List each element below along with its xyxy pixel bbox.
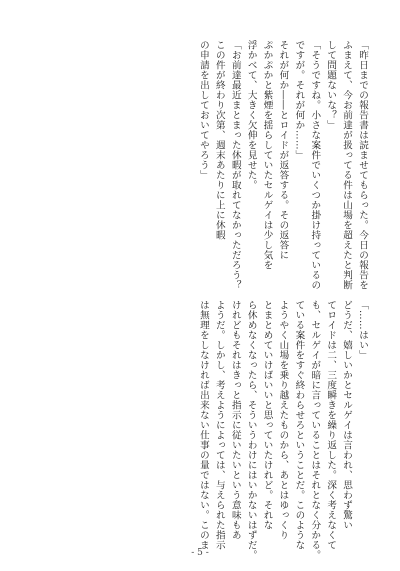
page-number: - 5 - xyxy=(191,548,209,558)
text-line: ふまえて、今お前達が扱ってる件は山場を超えたと判断 xyxy=(341,40,353,290)
text-line: 浮かべて、大きく欠伸を見せた。 xyxy=(245,40,257,190)
text-line: どうだ、嬉しいかとセルゲイは言われ、思わず驚い xyxy=(341,300,353,530)
text-line: けれどもそれはきっと指示に従いたいという意味もあ xyxy=(229,300,241,540)
text-line: てロイドは二、三度瞬きを繰り返した。深く考えなくて xyxy=(325,300,337,550)
text-block-upper xyxy=(30,40,370,290)
text-block-lower xyxy=(30,300,370,560)
text-line: 「……はい」 xyxy=(357,300,368,360)
text-line: それが何か――とロイドが返答する。その返答に xyxy=(277,40,289,260)
text-line: ですが。それが何か……」 xyxy=(293,40,305,160)
text-line: 「昨日までの報告書は読ませてもらった。今日の報告を xyxy=(357,40,368,290)
text-line: は無理をしなければ出来ない仕事の量ではない。このま xyxy=(197,300,209,550)
text-line: ぷかぷかと紫煙を揺らしていたセルゲイは少し気を xyxy=(261,40,273,270)
text-line: ている案件をすぐ終わらせろということだ。このような xyxy=(293,300,305,550)
text-line: この件が終わり次第、週末あたりに上に休暇 xyxy=(213,40,225,240)
text-line: ら休めなくなったら、そういうわけにはいかないはずだ。 xyxy=(245,300,257,560)
text-line: 「お前達最近まとまった休暇が取れてなかっただろう？ xyxy=(229,40,241,290)
text-line: 「そうですね。小さな案件でいくつか掛け持っているの xyxy=(309,40,321,290)
text-line: ようだ。しかし、考えようによっては、与えられた指示 xyxy=(213,300,225,550)
text-line: とまとめていけばいいと思っていたけれど。それな xyxy=(261,300,273,530)
text-line: ようやく山場を乗り越えたものから、あとはゆっくり xyxy=(277,300,289,540)
text-line: して問題ないな？」 xyxy=(325,40,337,130)
text-line: の申請を出しておいてやろう」 xyxy=(197,40,209,180)
text-line: も、セルゲイが暗に言っていることはそれとなく分かる。 xyxy=(309,300,321,560)
